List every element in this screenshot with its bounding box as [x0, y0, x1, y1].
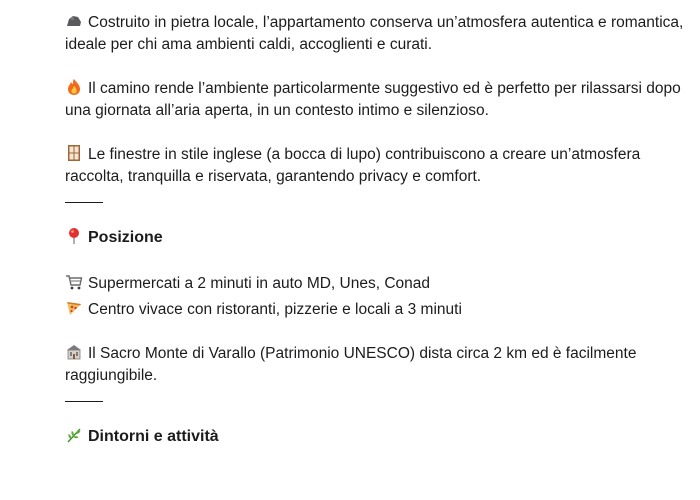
paragraph-fireplace [65, 78, 685, 122]
herb-icon [65, 426, 83, 444]
paragraph-windows-text: Le finestre in stile inglese (a bocca di lupo) contribuiscono a creare un’atmosfera raccolta, tranquilla e riservata, garantendo privacy e comfort. [65, 146, 641, 185]
section-heading-surroundings [65, 426, 685, 448]
paragraph-windows [65, 144, 685, 188]
paragraph-stone-text: Costruito in pietra locale, l’appartamento conserva un’atmosfera autentica e romantica, ideale per chi ama ambienti caldi, accoglienti e curati. [65, 14, 684, 53]
list-item-supermarkets [65, 273, 685, 295]
rock-icon [65, 12, 83, 30]
paragraph-stone [65, 12, 685, 56]
fire-icon [65, 78, 83, 96]
section-heading-position [65, 227, 685, 249]
window-icon [65, 144, 83, 162]
section-heading-position-text: Posizione [88, 229, 163, 246]
shopping-cart-icon [65, 273, 83, 291]
paragraph-fireplace-text: Il camino rende l’ambiente particolarmente suggestivo ed è perfetto per rilassarsi dopo una giornata all’aria aperta, in un contesto intimo e silenzioso. [65, 80, 681, 119]
list-item-supermarkets-text: Supermercati a 2 minuti in auto MD, Unes, Conad [88, 275, 431, 292]
paragraph-sacro-monte [65, 343, 685, 387]
listing-description [65, 12, 685, 448]
pin-icon [65, 227, 83, 245]
section-heading-surroundings-text: Dintorni e attività [88, 428, 219, 445]
paragraph-sacro-monte-text: Il Sacro Monte di Varallo (Patrimonio UNESCO) dista circa 2 km ed è facilmente raggiungibile. [65, 345, 637, 384]
list-item-center-text: Centro vivace con ristoranti, pizzerie e locali a 3 minuti [88, 301, 462, 318]
pizza-icon [65, 299, 83, 317]
list-item-center [65, 299, 685, 321]
landmark-icon [65, 343, 83, 361]
